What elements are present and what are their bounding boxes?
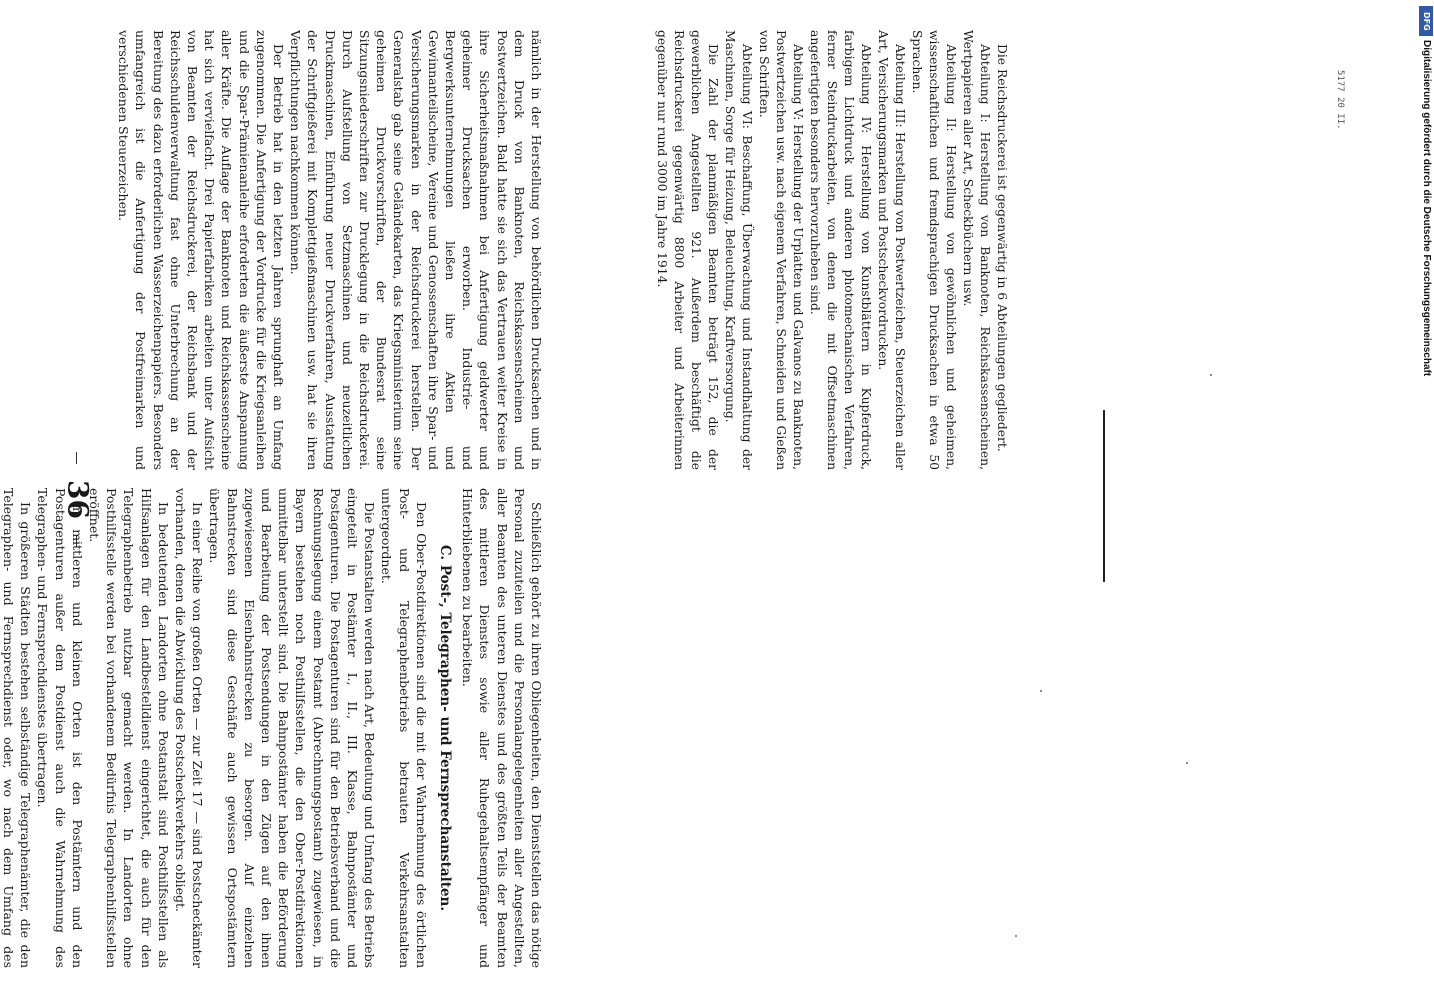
page-number: 36 — [61, 480, 95, 519]
paragraph: Der Betrieb hat in den letzten Jahren sprunghaft an Umfang zugenommen. Die Anfertigung der Vordrucke für die Kriegsanleihen und die Spar-Prämienanleihe erforderten die äußerste Anspannung aller Kräfte. Die Auflage der Banknoten und Reichskassenscheine hat sich vervielfacht. Drei Papierfabriken arbeiten unter Aufsicht von Beamten der Reichsdruckerei, der Reichsbank und der Reichsschuldenverwaltung fast ohne Unterbrechung an der Bereitung des dazu erforderlichen Wasserzeichenpapiers. Besonders umfangreich ist die Anfertigung der Postfreimarken und verschiedenen Steuerzeichen. — [116, 30, 286, 470]
paragraph: In einer Reihe von großen Orten — zur Zeit 17 — sind Postscheckämter vorhanden, denen die Abwicklung des Postscheckverkehrs obliegt. — [172, 488, 206, 968]
text-column-middle — [115, 30, 545, 470]
paragraph: Abteilung I: Herstellung von Banknoten, Reichskassenscheinen, Wertpapieren aller Art, Scheckbüchern usw. — [961, 30, 992, 470]
archive-stamp: 5177 20 II. — [1335, 70, 1345, 130]
paragraph: Abteilung IV: Herstellung von Kunstblättern in Kupferdruck, farbigem Lichtdruck und anderen photomechanischen Verfahren, ferner Steindruckarbeiten, von denen die mit Offsetmaschinen angefertigten besonders hervorzuheben sind. — [808, 30, 873, 470]
paragraph: Die Zahl der planmäßigen Beamten beträgt 152, die der gewerblichen Angestellten 921. Außerdem beschäftigt die Reichsdruckerei gegenwärtig 8800 Arbeiter und Arbeiterinnen gegenüber nur rund 3000 im Jahre 1914. — [655, 30, 720, 470]
paragraph: In bedeutenden Landorten ohne Postanstalt sind Posthilfsstellen als Hilfsanlagen für den Landbestelldienst eingerichtet, die auch für den Telegraphenbetrieb nutzbar gemacht werden. In Landorten ohne Posthilfsstelle werden bei vorhandenem Bedürfnis Telegraphenhilfsstellen eröffnet. — [86, 488, 171, 968]
paragraph: Abteilung VI: Beschaffung, Überwachung und Instandhaltung der Maschinen, Sorge für Heizung, Beleuchtung, Kraftversorgung. — [723, 30, 754, 470]
text-column-left — [0, 488, 545, 968]
paragraph: Abteilung V: Herstellung der Urplatten und Galvanos zu Banknoten, Postwertzeichen usw. nach eigenem Verfahren, Schneiden und Gießen von Schriften. — [757, 30, 805, 470]
dfg-logo-icon: DFG — [1419, 6, 1433, 36]
paragraph: Die Postanstalten werden nach Art, Bedeutung und Umfang des Betriebs eingeteilt in Postämter I., II., III. Klasse, Bahnpostämter und Postagenturen. Die Postagenturen sind für den Betriebsverband und die Rechnungslegung einem Postamt (Abrechnungspostamt) zugewiesen, in Bayern bestehen noch Posthilfsstellen, die den Ober-Postdirektionen unmittelbar unterstellt sind. Die Bahnpostämter haben die Beförderung und Bearbeitung der Postsendungen in den Zügen auf den ihnen zugewiesenen Eisenbahnstrecken zu besorgen. Auf einzelnen Bahnstrecken sind diese Geschäfte auch gewissen Ortspostämtern übertragen. — [207, 488, 378, 968]
scan-speck — [1015, 935, 1017, 937]
scan-speck — [1040, 690, 1042, 692]
paragraph: In mittleren und kleinen Orten ist den Postämtern und den Postagenturen außer dem Postdienst auch die Wahrnehmung des Telegraphen- und Fernsprechdienstes übertragen. — [35, 488, 85, 968]
section-heading-c: C. Post-, Telegraphen- und Fernsprechanstalten. — [436, 544, 453, 912]
text-column-right — [653, 30, 1010, 470]
paragraph: In größeren Städten bestehen selbständige Telegraphenämter, die den Telegraphen- und Fernsprechdienst oder, wo nach dem Umfang des — [0, 488, 34, 968]
scan-speck — [1186, 762, 1188, 764]
paragraph: Schließlich gehört zu ihren Obliegenheiten, den Dienststellen das nötige Personal zuzuteilen und die Personalangelegenheiten aller Angestellten, aller Beamten des unteren Dienstes und des größten Teils der Beamten des mittleren Dienstes sowie aller Ruhegehaltsempfänger und Hinterbliebenen zu bearbeiten. — [460, 488, 544, 968]
dash-top — [76, 452, 77, 464]
scan-speck — [1210, 374, 1212, 376]
paragraph: nämlich in der Herstellung von behördlichen Drucksachen und in dem Druck von Banknoten, Reichskassenscheinen und Postwertzeichen. Bald hatte sie sich das Vertrauen weiter Kreise in ihre Sicherheitsmaßnahmen bei Anfertigung geldwerter und geheimer Drucksachen erworben. Industrie- und Bergwerksunternehmungen ließen ihre Aktien und Gewinnanteilscheine, Vereine und Genossenschaften ihre Spar- und Versicherungsmarken in der Reichsdruckerei herstellen. Der Generalstab gab seine Geländekarten, das Kriegsministerium seine geheimen Druckvorschriften, der Bundesrat seine Sitzungsniederschriften zur Drucklegung in die Reichsdruckerei. Durch Aufstellung von Setzmaschinen und neuzeitlichen Druckmaschinen, Einführung neuer Druckverfahren, Ausstattung der Schriftgießerei mit Komplettgießmaschinen usw. hat sie ihren Verpflichtungen nachkommen können. — [288, 30, 544, 470]
paragraph: Abteilung II: Herstellung von gewöhnlichen und geheimen, wissenschaftlichen und fremdsprachigen Drucksachen in etwa 50 Sprachen. — [910, 30, 958, 470]
digitization-credit: Digitalisierung gefördert durch die Deutsche Forschungsgemeinschaft — [1421, 40, 1432, 377]
paragraph: Abteilung III: Herstellung von Postwertzeichen, Steuerzeichen aller Art, Versicherungsmarken und Postscheckvordrucken. — [876, 30, 907, 470]
paragraph: Die Reichsdruckerei ist gegenwärtig in 6 Abteilungen gegliedert. — [995, 44, 1009, 452]
closing-rule — [1103, 410, 1105, 582]
paragraph: Den Ober-Postdirektionen sind die mit der Wahrnehmung des örtlichen Post- und Telegraphenbetriebs betrauten Verkehrsanstalten untergeordnet. — [379, 488, 429, 968]
